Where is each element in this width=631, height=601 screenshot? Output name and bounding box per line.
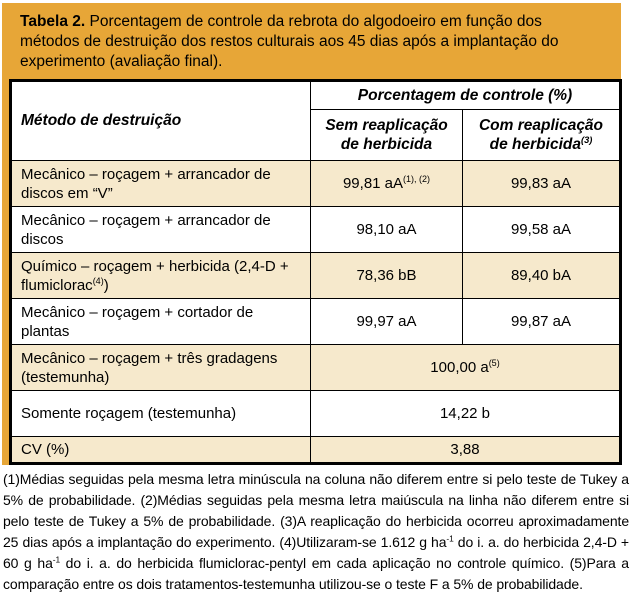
value-cell: 99,83 aA xyxy=(463,161,621,207)
table-header xyxy=(11,81,621,161)
header-group: Porcentagem de controle (%) xyxy=(311,81,621,110)
value-cell: 99,87 aA xyxy=(463,299,621,345)
method-cell: Mecânico – roçagem + cortador de plantas xyxy=(11,299,311,345)
header-sub-col-sem-reaplicacao: Sem reaplicação de herbicida xyxy=(311,110,463,161)
caption-text: Porcentagem de controle da rebrota do algodoeiro em função dos métodos de destruição dos restos culturais aos 45 dias após a implantação do experimento (avaliação final). xyxy=(20,13,559,70)
table-row xyxy=(11,161,621,207)
method-cell: Somente roçagem (testemunha) xyxy=(11,391,311,437)
method-cell: CV (%) xyxy=(11,437,311,464)
header-method-column: Método de destruição xyxy=(11,81,311,161)
data-table xyxy=(9,79,622,465)
value-cell: 3,88 xyxy=(311,437,621,464)
table-row xyxy=(11,253,621,299)
value-cell: 99,81 $aA^{(1), (2)}$ xyxy=(311,161,463,207)
table-body xyxy=(11,161,621,464)
table-row xyxy=(11,391,621,437)
table-row xyxy=(11,207,621,253)
value-cell: 78,36 bB xyxy=(311,253,463,299)
footnotes: (1)Médias seguidas pela mesma letra minúscula na coluna não diferem entre si pelo teste de Tukey a 5% de probabilidade. (2)Médias seguidas pela mesma letra maiúscula na linha não diferem entre si pelo teste de Tukey a 5% de probabilidade. (3)A reaplicação do herbicida ocorreu aproximadamente 25 dias após a implantação do experimento. (4)Utilizaram-se 1.612 g $ha^{-1}$ do i. a. do herbicida 2,4-D + 60 g $ha^{-1}$ do i. a. do herbicida flumiclorac-pentyl em cada aplicação no controle químico. (5)Para a comparação entre os dois tratamentos-testemunha utilizou-se o teste F a 5% de probabilidade. xyxy=(3,471,630,592)
method-cell: Mecânico – roçagem + três gradagens (testemunha) xyxy=(11,345,311,391)
value-cell: 99,58 aA xyxy=(463,207,621,253)
table-panel xyxy=(2,3,621,465)
value-cell: 89,40 bA xyxy=(463,253,621,299)
value-cell: 14,22 b xyxy=(311,391,621,437)
table-row xyxy=(11,345,621,391)
value-cell: 99,97 aA xyxy=(311,299,463,345)
header-sub-col-com-reaplicacao: Com reaplicação de herbicida$^{(3)}$ xyxy=(463,110,621,161)
method-cell: Químico – roçagem + herbicida (2,4-D + flumiclorac$^{(4)}$) xyxy=(11,253,311,299)
value-cell: 98,10 aA xyxy=(311,207,463,253)
method-cell: Mecânico – roçagem + arrancador de discos em “V” xyxy=(11,161,311,207)
table-caption xyxy=(20,12,605,72)
table-row xyxy=(11,299,621,345)
table-row xyxy=(11,437,621,464)
value-cell: 100,00 $a^{(5)}$ xyxy=(311,345,621,391)
method-cell: Mecânico – roçagem + arrancador de discos xyxy=(11,207,311,253)
caption-label: Tabela 2. xyxy=(20,13,86,30)
